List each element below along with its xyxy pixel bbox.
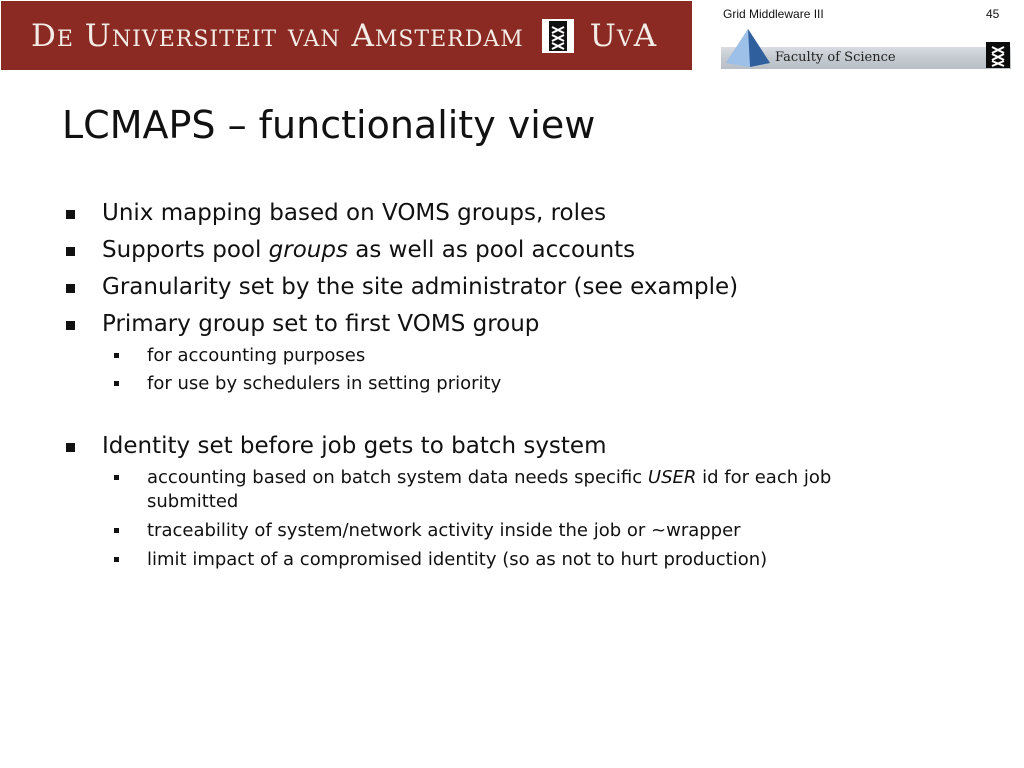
university-abbr: UvA <box>589 17 658 54</box>
sub-bullet-square-icon <box>114 381 119 386</box>
bullet-square-icon <box>66 321 75 330</box>
faculty-label: Faculty of Science <box>775 50 896 65</box>
sub-bullet-text: for use by schedulers in setting priority <box>147 373 502 394</box>
bullet-square-icon <box>66 247 75 256</box>
bullet-square-icon <box>66 443 75 452</box>
bullet-text-emphasis: groups <box>268 237 348 263</box>
bullet-square-icon <box>66 284 75 293</box>
bullet-text: Primary group set to first VOMS group <box>102 311 540 337</box>
sub-bullet-text: limit impact of a compromised identity (so as not to hurt production) <box>147 549 768 570</box>
bullet-text: Unix mapping based on VOMS groups, roles <box>102 200 607 226</box>
sub-bullet-text: traceability of system/network activity inside the job or ~wrapper <box>147 520 741 541</box>
bullet-square-icon <box>66 210 75 219</box>
sub-bullet-text <box>147 466 927 514</box>
sub-bullet-square-icon <box>114 528 119 533</box>
sub-bullet-text-pre: accounting based on batch system data needs specific <box>147 467 648 488</box>
bullet-text: Granularity set by the site administrator (see example) <box>102 274 739 300</box>
bullet-text-pre: Supports pool <box>102 237 269 263</box>
sub-bullet-square-icon <box>114 475 119 480</box>
sub-bullet-text-emphasis: USER <box>647 467 697 488</box>
sub-bullet-text: for accounting purposes <box>147 345 366 366</box>
course-title: Grid Middleware III <box>723 7 824 21</box>
sub-bullet-square-icon <box>114 557 119 562</box>
sub-bullet-text-post: id for each job submitted <box>147 467 832 512</box>
slide-number: 45 <box>986 7 1000 21</box>
sub-bullet-square-icon <box>114 353 119 358</box>
bullet-text-post: as well as pool accounts <box>347 237 636 263</box>
bullet-text <box>102 237 635 263</box>
slide-title: LCMAPS – functionality view <box>62 103 596 147</box>
university-name: De Universiteit van Amsterdam <box>31 17 524 54</box>
bullet-text: Identity set before job gets to batch system <box>102 433 607 459</box>
